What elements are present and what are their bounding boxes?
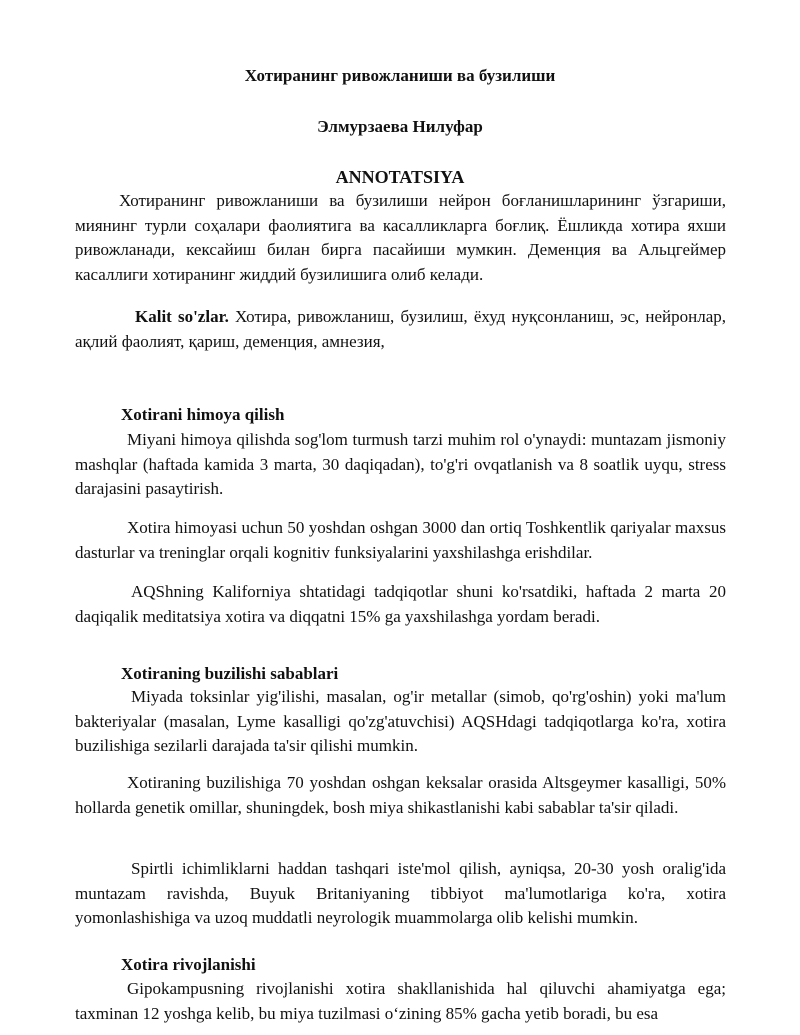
- section1-paragraph-2: Xotira himoyasi uchun 50 yoshdan oshgan 3000 dan ortiq Toshkentlik qariyalar maxsus dasturlar va treninglar orqali kognitiv funksiyalarini yaxshilashga erishdilar.: [75, 518, 726, 562]
- document-title: Хотиранинг ривожланиши ва бузилиши: [244, 66, 556, 85]
- section-heading-memory-protection: Xotirani himoya qilish: [121, 405, 285, 424]
- section1-paragraph-1: Miyani himoya qilishda sog'lom turmush tarzi muhim rol o'ynaydi: muntazam jismoniy mashqlar (haftada kamida 3 marta, 30 daqiqadan), to'g'ri ovqatlanish va 8 soatlik uyqu, stress darajasini pasaytirish.: [75, 430, 726, 498]
- section-heading-memory-development: Xotira rivojlanishi: [121, 955, 256, 974]
- section2-paragraph-1: Miyada toksinlar yig'ilishi, masalan, og'ir metallar (simob, qo'rg'oshin) yoki ma'lum bakteriyalar (masalan, Lyme kasalligi qo'zg'atuvchisi) AQSHdagi tadqiqotlarga ko'ra, xotira buzilishiga sezilarli darajada ta'sir qilishi mumkin.: [75, 687, 726, 755]
- section2-paragraph-3: Spirtli ichimliklarni haddan tashqari iste'mol qilish, ayniqsa, 20-30 yosh oralig'ida muntazam ravishda, Buyuk Britaniyaning tibbiyot ma'lumotlariga ko'ra, xotira yomonlashishiga va uzoq muddatli neyrologik muammolarga olib kelishi mumkin.: [75, 859, 726, 927]
- section2-paragraph-2: Xotiraning buzilishiga 70 yoshdan oshgan keksalar orasida Altsgeymer kasalligi, 50% hollarda genetik omillar, shuningdek, bosh miya shikastlanishi kabi sabablar ta'sir qiladi.: [75, 773, 726, 817]
- section1-paragraph-3: AQShning Kaliforniya shtatidagi tadqiqotlar shuni ko'rsatdiki, haftada 2 marta 20 daqiqalik meditatsiya xotira va diqqatni 15% ga yaxshilashga yordam beradi.: [75, 582, 726, 626]
- keywords-label: Kalit so'zlar.: [135, 307, 229, 326]
- annotation-paragraph: Хотиранинг ривожланиши ва бузилиши нейрон боғланишларининг ўзгариши, миянинг турли соҳалари фаолиятига ва касалликларга боғлиқ. Ёшликда хотира яхши ривожланади, кексайиш билан бирга пасайиши мумкин. Деменция ва Альцгеймер касаллиги хотиранинг жиддий бузилишига олиб келади.: [75, 191, 726, 284]
- keywords-paragraph: [75, 305, 726, 354]
- author-name: Элмурзаева Нилуфар: [317, 117, 483, 136]
- annotation-heading: ANNOTATSIYA: [335, 167, 465, 187]
- keywords-text: Хотира, ривожланиш, бузилиш, ёхуд нуқсонланиш, эс, нейронлар, ақлий фаолият, қариш, деменция, амнезия,: [75, 307, 726, 351]
- section-heading-memory-impairment: Xotiraning buzilishi sabablari: [121, 664, 339, 683]
- section3-paragraph-1: Gipokampusning rivojlanishi xotira shakllanishida hal qiluvchi ahamiyatga ega; taxminan 12 yoshga kelib, bu miya tuzilmasi o‘zining 85% gacha yetib boradi, bu esa: [75, 979, 726, 1023]
